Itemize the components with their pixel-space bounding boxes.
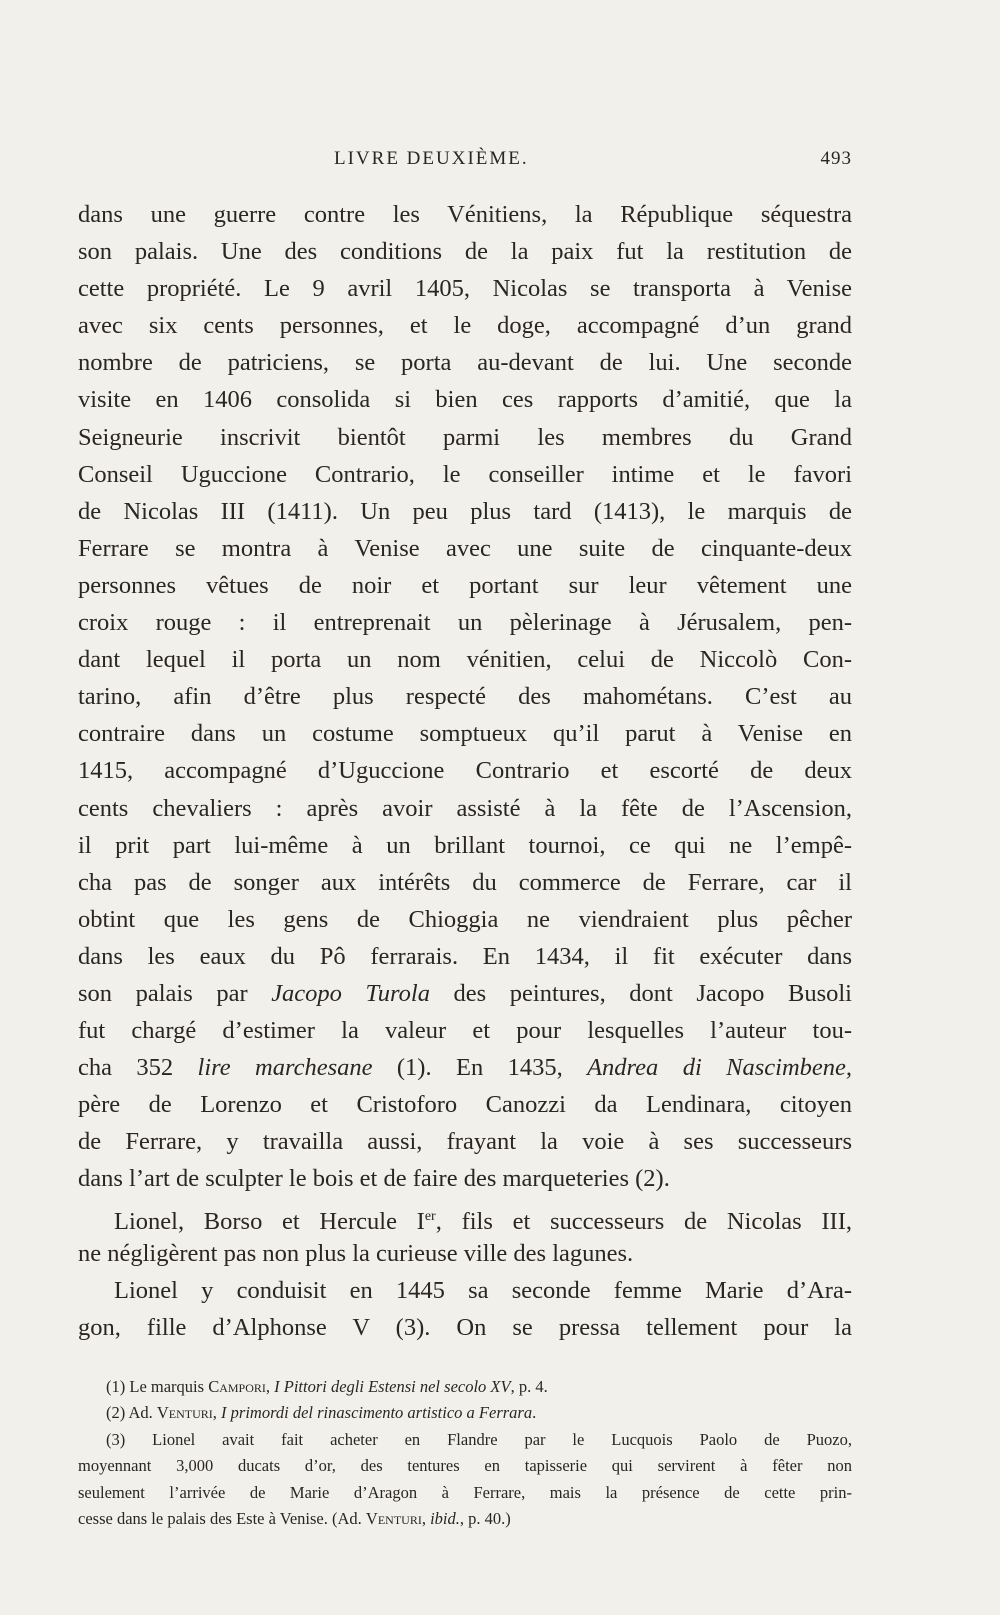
footnote-text: (2) Ad.: [106, 1403, 157, 1423]
text-line: fut chargé d’estimer la valeur et pour lesquelles l’auteur tou-: [78, 1017, 852, 1045]
footnote-3-line: (3) Lionel avait fait acheter en Flandre par le Lucquois Paolo de Puozo,: [106, 1429, 852, 1449]
footnotes: [78, 1374, 852, 1532]
citation-title: I primordi del rinascimento artistico a Ferrara: [221, 1403, 533, 1423]
main-text: [78, 196, 852, 1346]
italic-run: Jacopo Turola: [271, 979, 430, 1007]
author-name: Venturi: [365, 1508, 422, 1528]
footnote-text: ,: [265, 1377, 275, 1396]
footnote-text: , p. 40.): [459, 1508, 511, 1528]
text-line: de Ferrare, y travailla aussi, frayant la voie à ses successeurs: [78, 1128, 852, 1156]
text-run: Lionel, Borso et Hercule I: [114, 1207, 425, 1235]
footnote-text: cesse dans le palais des Este à Venise. (Ad.: [78, 1508, 366, 1528]
text-line: son palais. Une des conditions de la paix fut la restitution de: [78, 238, 852, 266]
text-line: [78, 1049, 852, 1086]
text-line: cents chevaliers : après avoir assisté à la fête de l’Ascension,: [78, 794, 852, 822]
text-line: cha pas de songer aux intérêts du commerce de Ferrare, car il: [78, 868, 852, 896]
author-name: Venturi: [156, 1403, 213, 1423]
citation-title: ibid.: [430, 1508, 460, 1528]
text-run: , fils et successeurs de Nicolas III,: [435, 1207, 852, 1235]
footnote-text: ,: [421, 1508, 431, 1528]
text-line: [78, 1198, 852, 1235]
text-run: cha 352: [78, 1054, 198, 1082]
text-line: de Nicolas III (1411). Un peu plus tard (1413), le marquis de: [78, 497, 852, 525]
footnote-3-line: seulement l’arrivée de Marie d’Aragon à Ferrare, mais la présence de cette prin-: [78, 1482, 852, 1502]
text-line: Lionel y conduisit en 1445 sa seconde femme Marie d’Ara-: [114, 1276, 852, 1304]
text-line: [78, 975, 852, 1012]
text-line: ne négligèrent pas non plus la curieuse ville des lagunes.: [78, 1239, 634, 1267]
text-line: Seigneurie inscrivit bientôt parmi les membres du Grand: [78, 423, 852, 451]
text-line: dans une guerre contre les Vénitiens, la République séquestra: [78, 201, 852, 228]
text-run: des peintures, dont Jacopo Busoli: [429, 979, 852, 1007]
text-line: gon, fille d’Alphonse V (3). On se pressa tellement pour la: [78, 1313, 852, 1341]
text-line: personnes vêtues de noir et portant sur leur vêtement une: [78, 571, 852, 599]
running-title: LIVRE DEUXIÈME.: [334, 148, 529, 169]
text-line: cette propriété. Le 9 avril 1405, Nicolas se transporta à Venise: [78, 275, 852, 303]
text-line: obtint que les gens de Chioggia ne viendraient plus pêcher: [78, 905, 852, 933]
superscript: er: [424, 1208, 436, 1224]
footnote-3-line: moyennant 3,000 ducats d’or, des tentures en tapisserie qui servirent à fêter non: [78, 1456, 852, 1476]
text-line: dans l’art de sculpter le bois et de faire des marqueteries (2).: [78, 1165, 670, 1193]
text-line: Ferrare se montra à Venise avec une suite de cinquante-deux: [78, 534, 852, 562]
italic-run: lire marchesane: [197, 1054, 373, 1082]
text-line: dans les eaux du Pô ferrarais. En 1434, il fit exécuter dans: [78, 942, 852, 970]
text-line: avec six cents personnes, et le doge, accompagné d’un grand: [78, 312, 852, 340]
text-line: 1415, accompagné d’Uguccione Contrario et escorté de deux: [78, 757, 852, 785]
footnote-text: ,: [212, 1403, 222, 1423]
text-line: contraire dans un costume somptueux qu’il parut à Venise en: [78, 720, 852, 748]
text-line: nombre de patriciens, se porta au-devant de lui. Une seconde: [78, 349, 852, 377]
text-line: tarino, afin d’être plus respecté des mahométans. C’est au: [78, 683, 852, 711]
text-run: (1). En 1435,: [372, 1054, 588, 1082]
page-number: 493: [820, 148, 852, 169]
footnote-1: [78, 1374, 852, 1400]
footnote-text: , p. 4.: [510, 1377, 548, 1396]
text-line: croix rouge : il entreprenait un pèlerinage à Jérusalem, pen-: [78, 609, 852, 637]
text-line: visite en 1406 consolida si bien ces rapports d’amitié, que la: [78, 386, 852, 414]
citation-title: I Pittori degli Estensi nel secolo XV: [274, 1377, 511, 1396]
footnote-3-line: [78, 1506, 852, 1532]
text-line: il prit part lui-même à un brillant tournoi, ce qui ne l’empê-: [78, 831, 852, 859]
footnote-text: .: [532, 1403, 537, 1423]
text-run: son palais par: [78, 979, 272, 1007]
text-line: père de Lorenzo et Cristoforo Canozzi da Lendinara, citoyen: [78, 1091, 852, 1119]
text-line: Conseil Uguccione Contrario, le conseiller intime et le favori: [78, 460, 852, 488]
italic-run: Andrea di Nascimbene,: [587, 1054, 853, 1082]
footnote-text: (1) Le marquis: [106, 1377, 209, 1396]
author-name: Campori: [208, 1377, 266, 1396]
text-line: dant lequel il porta un nom vénitien, celui de Niccolò Con-: [78, 646, 852, 674]
footnote-2: [78, 1400, 852, 1426]
